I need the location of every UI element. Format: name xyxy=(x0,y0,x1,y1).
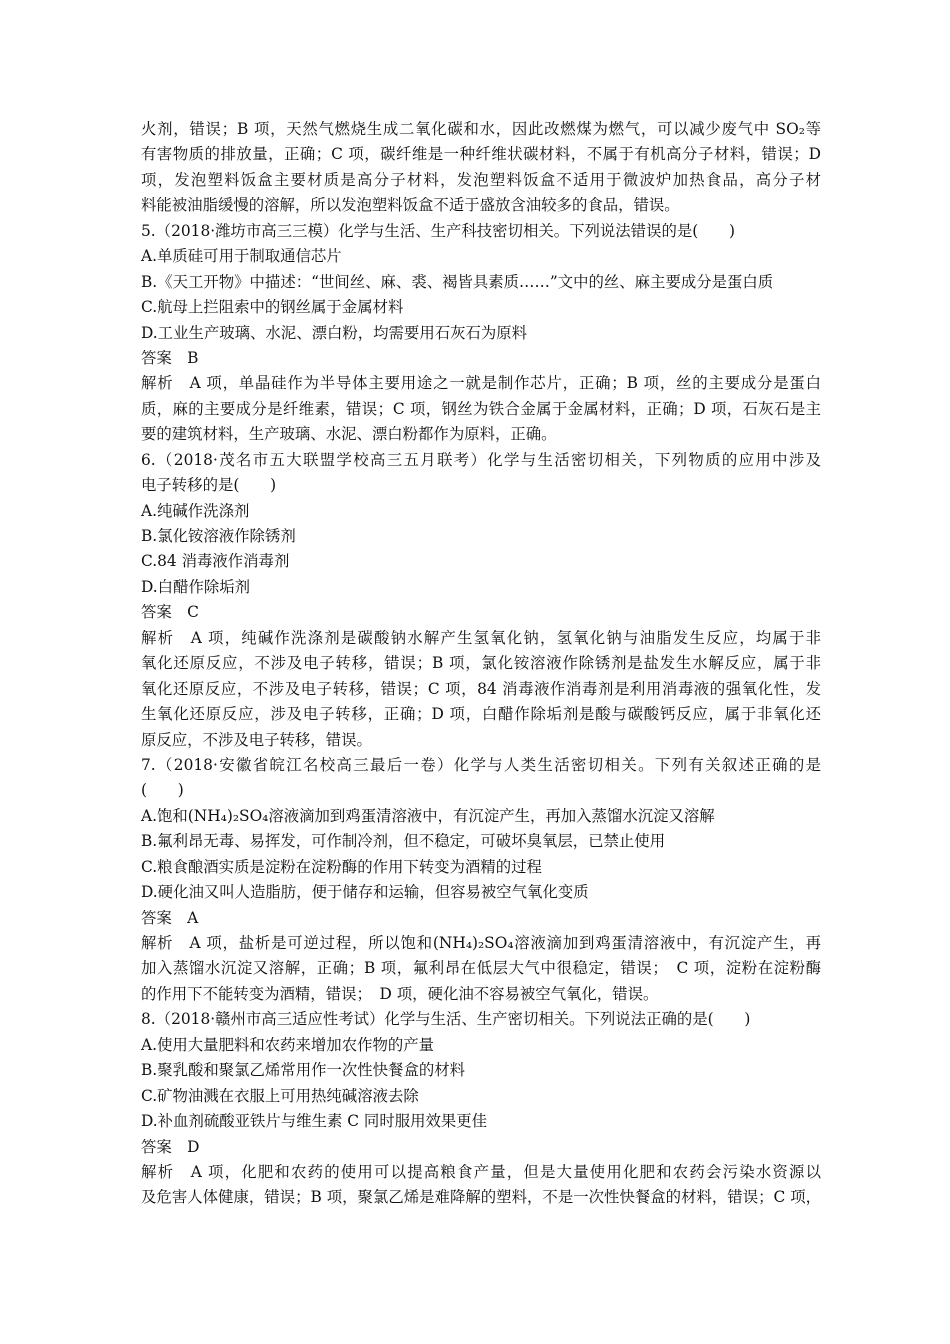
text-line: C.粮食酿酒实质是淀粉在淀粉酶的作用下转变为酒精的过程 xyxy=(141,857,542,876)
text-line: B.聚乳酸和聚氯乙烯常用作一次性快餐盒的材料 xyxy=(141,1061,466,1080)
text-line: D.补血剂硫酸亚铁片与维生素 C 同时服用效果更佳 xyxy=(141,1112,488,1131)
text-line: 质，麻的主要成分是纤维素，错误；C 项，钢丝为铁合金属于金属材料，正确；D 项，石灰石是主 xyxy=(141,399,821,418)
text-line: D.白醋作除垢剂 xyxy=(141,577,251,596)
text-line: 5.（2018·潍坊市高三三模）化学与生活、生产科技密切相关。下列说法错误的是( ) xyxy=(141,221,736,240)
text-line: A.饱和(NH₄)₂SO₄溶液滴加到鸡蛋清溶液中，有沉淀产生，再加入蒸馏水沉淀又溶解 xyxy=(141,806,715,825)
text-line: C.矿物油溅在衣服上可用热纯碱溶液去除 xyxy=(141,1086,419,1105)
text-line: 解析 A 项，盐析是可逆过程，所以饱和(NH₄)₂SO₄溶液滴加到鸡蛋清溶液中，有沉淀产生，再 xyxy=(141,934,821,952)
text-line: 氧化还原反应，不涉及电子转移，错误；C 项，84 消毒液作消毒剂是利用消毒液的强氧化性，发 xyxy=(141,679,821,698)
text-line: 氧化还原反应，不涉及电子转移，错误；B 项，氯化铵溶液作除锈剂是盐发生水解反应，属于非 xyxy=(141,654,821,673)
text-line: ( ) xyxy=(141,781,184,800)
text-line: 火剂，错误；B 项，天然气燃烧生成二氧化碳和水，因此改燃煤为燃气，可以减少废气中 SO₂等 xyxy=(141,120,821,138)
text-line: 答案 D xyxy=(141,1137,200,1156)
text-line: B.氯化铵溶液作除锈剂 xyxy=(141,527,296,545)
text-line: C.84 消毒液作消毒剂 xyxy=(141,552,290,571)
document-body xyxy=(141,117,821,1211)
text-line: 加入蒸馏水沉淀又溶解，正确；B 项，氟利昂在低层大气中很稳定，错误； C 项，淀粉在淀粉酶 xyxy=(141,959,821,978)
text-line: 解析 A 项，单晶硅作为半导体主要用途之一就是制作芯片，正确；B 项，丝的主要成分是蛋白 xyxy=(141,374,821,393)
text-line: 电子转移的是( ) xyxy=(141,476,277,495)
text-line: 8.（2018·赣州市高三适应性考试）化学与生活、生产密切相关。下列说法正确的是( ) xyxy=(141,1010,751,1029)
text-line: 有害物质的排放量，正确；C 项，碳纤维是一种纤维状碳材料，不属于有机高分子材料，错误；D xyxy=(141,145,821,164)
text-line: 生氧化还原反应，涉及电子转移，正确；D 项，白醋作除垢剂是酸与碳酸钙反应，属于非氧化还 xyxy=(141,705,821,724)
text-line: B.氟利昂无毒、易挥发，可作制冷剂，但不稳定，可破坏臭氧层，已禁止使用 xyxy=(141,832,666,851)
text-line: 解析 A 项，化肥和农药的使用可以提高粮食产量，但是大量使用化肥和农药会污染水资源以 xyxy=(141,1162,821,1181)
text-line: 料能被油脂缓慢的溶解，所以发泡塑料饭盒不适于盛放含油较多的食品，错误。 xyxy=(141,196,680,215)
text-line: B.《天工开物》中描述：“世间丝、麻、裘、褐皆具素质……”文中的丝、麻主要成分是蛋白质 xyxy=(141,272,774,291)
text-line: 项，发泡塑料饭盒主要材质是高分子材料，发泡塑料饭盒不适用于微波炉加热食品，高分子材 xyxy=(141,170,821,189)
text-line: 答案 A xyxy=(141,908,199,927)
text-line: 原反应，不涉及电子转移，错误。 xyxy=(141,730,372,749)
text-line: D.硬化油又叫人造脂肪，便于储存和运输，但容易被空气氧化变质 xyxy=(141,883,589,902)
text-line: 6.（2018·茂名市五大联盟学校高三五月联考）化学与生活密切相关，下列物质的应用中涉及 xyxy=(141,450,821,469)
text-line: C.航母上拦阻索中的钢丝属于金属材料 xyxy=(141,298,404,317)
text-line: 答案 C xyxy=(141,603,199,622)
text-line: A.单质硅可用于制取通信芯片 xyxy=(141,247,342,266)
text-line: 解析 A 项，纯碱作洗涤剂是碳酸钠水解产生氢氧化钠，氢氧化钠与油脂发生反应，均属于非 xyxy=(141,628,821,647)
text-line: 7.（2018·安徽省皖江名校高三最后一卷）化学与人类生活密切相关。下列有关叙述正确的是 xyxy=(141,755,821,774)
text-line: A.纯碱作洗涤剂 xyxy=(141,501,250,520)
text-line: A.使用大量肥料和农药来增加农作物的产量 xyxy=(141,1035,435,1054)
text-line: 要的建筑材料，生产玻璃、水泥、漂白粉都作为原料，正确。 xyxy=(141,425,557,444)
text-line: D.工业生产玻璃、水泥、漂白粉，均需要用石灰石为原料 xyxy=(141,323,528,342)
text-line: 及危害人体健康，错误；B 项，聚氯乙烯是难降解的塑料，不是一次性快餐盒的材料，错误；C 项， xyxy=(141,1188,821,1207)
text-line: 答案 B xyxy=(141,348,199,367)
text-line: 的作用下不能转变为酒精，错误； D 项，硬化油不容易被空气氧化，错误。 xyxy=(141,984,659,1003)
